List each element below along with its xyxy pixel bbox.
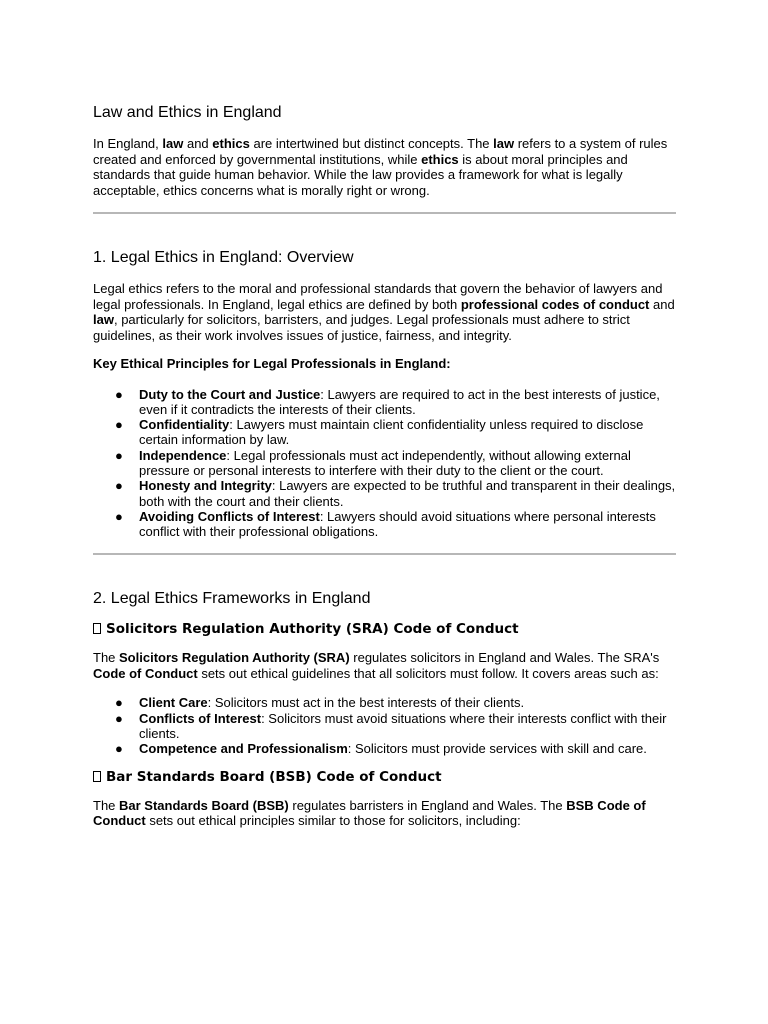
principles-list <box>93 387 676 540</box>
section1-heading: 1. Legal Ethics in England: Overview <box>93 249 354 266</box>
list-item-term: Competence and Professionalism <box>139 741 348 757</box>
list-item: ● Competence and Professionalism: Solicitors must provide services with skill and care. <box>115 741 647 757</box>
section1-paragraph: Legal ethics refers to the moral and professional standards that govern the behavior of lawyers and legal professionals. In England, legal ethics are defined by both professional codes of conduct and law, particularly for solicitors, barristers, and judges. Legal professionals must adhere to strict guidelines, as their work involves issues of justice, fairness, and integrity. <box>93 281 675 343</box>
list-item: ● Client Care: Solicitors must act in the best interests of their clients. <box>115 695 525 711</box>
list-item: ● Honesty and Integrity: Lawyers are expected to be truthful and transparent in their dealings, both with the court and their clients. <box>115 478 676 509</box>
bold-term: Solicitors Regulation Authority (SRA) <box>119 650 350 666</box>
bullet-icon: ● <box>115 447 123 463</box>
bold-term: law <box>93 312 114 327</box>
sra-heading <box>93 620 676 638</box>
list-item: ● Confidentiality: Lawyers must maintain client confidentiality unless required to disclose certain information by law. <box>115 417 644 448</box>
bullet-icon: ● <box>115 417 123 433</box>
list-item: ● Conflicts of Interest: Solicitors must avoid situations where their interests conflict with their clients. <box>115 710 667 742</box>
bullet-icon: ● <box>115 386 123 402</box>
list-item-term: Confidentiality <box>139 417 230 433</box>
missing-glyph-icon <box>93 623 101 634</box>
list-item-term: Conflicts of Interest <box>139 710 262 726</box>
intro-paragraph: In England, law and ethics are intertwined but distinct concepts. The law refers to a system of rules created and enforced by governmental institutions, while ethics is about moral principles and standards that guide human behavior. While the law provides a framework for what is legally acceptable, ethics concerns what is morally right or wrong. <box>93 136 668 198</box>
sra-paragraph: The Solicitors Regulation Authority (SRA) regulates solicitors in England and Wales. The SRA's Code of Conduct sets out ethical guidelines that all solicitors must follow. It covers areas such as: <box>93 650 660 681</box>
bullet-icon: ● <box>115 508 123 524</box>
list-item: ● Avoiding Conflicts of Interest: Lawyers should avoid situations where personal interests conflict with their professional obligations. <box>115 508 656 540</box>
sra-list <box>93 695 676 756</box>
bold-term: Code of Conduct <box>93 665 198 681</box>
bold-term: law <box>162 136 184 151</box>
bullet-icon: ● <box>115 710 123 726</box>
page-title: Law and Ethics in England <box>93 104 282 121</box>
bold-term: professional codes of conduct <box>460 296 650 312</box>
list-item-term: Avoiding Conflicts of Interest <box>139 508 320 524</box>
bold-term: BSB Code of Conduct <box>93 797 646 829</box>
section-divider <box>93 553 676 555</box>
key-principles-heading: Key Ethical Principles for Legal Professionals in England: <box>93 356 451 371</box>
bullet-icon: ● <box>115 695 123 711</box>
list-item: ● Duty to the Court and Justice: Lawyers are required to act in the best interests of justice, even if it contradicts the interests of their clients. <box>115 386 660 417</box>
bsb-paragraph: The Bar Standards Board (BSB) regulates barristers in England and Wales. The BSB Code of Conduct sets out ethical principles similar to those for solicitors, including: <box>93 797 646 829</box>
bsb-heading-text: Bar Standards Board (BSB) Code of Conduct <box>106 768 442 785</box>
list-item-term: Independence <box>139 447 227 463</box>
section-divider <box>93 212 676 214</box>
bold-term: ethics <box>212 136 250 151</box>
bold-term: ethics <box>421 151 459 167</box>
missing-glyph-icon <box>93 771 101 782</box>
list-item-term: Honesty and Integrity <box>139 478 272 494</box>
section2-heading: 2. Legal Ethics Frameworks in England <box>93 590 371 608</box>
bullet-icon: ● <box>115 478 123 494</box>
bullet-icon: ● <box>115 741 123 757</box>
bsb-heading <box>93 768 676 786</box>
sra-heading-text: Solicitors Regulation Authority (SRA) Code of Conduct <box>106 621 519 638</box>
list-item-term: Duty to the Court and Justice <box>139 386 321 402</box>
bold-term: Bar Standards Board (BSB) <box>119 797 289 813</box>
list-item: ● Independence: Legal professionals must act independently, without allowing external pressure or personal interests to interfere with their duty to the client or the court. <box>115 447 631 478</box>
bold-term: law <box>493 136 515 151</box>
list-item-term: Client Care <box>139 695 208 711</box>
document-content <box>93 103 676 829</box>
